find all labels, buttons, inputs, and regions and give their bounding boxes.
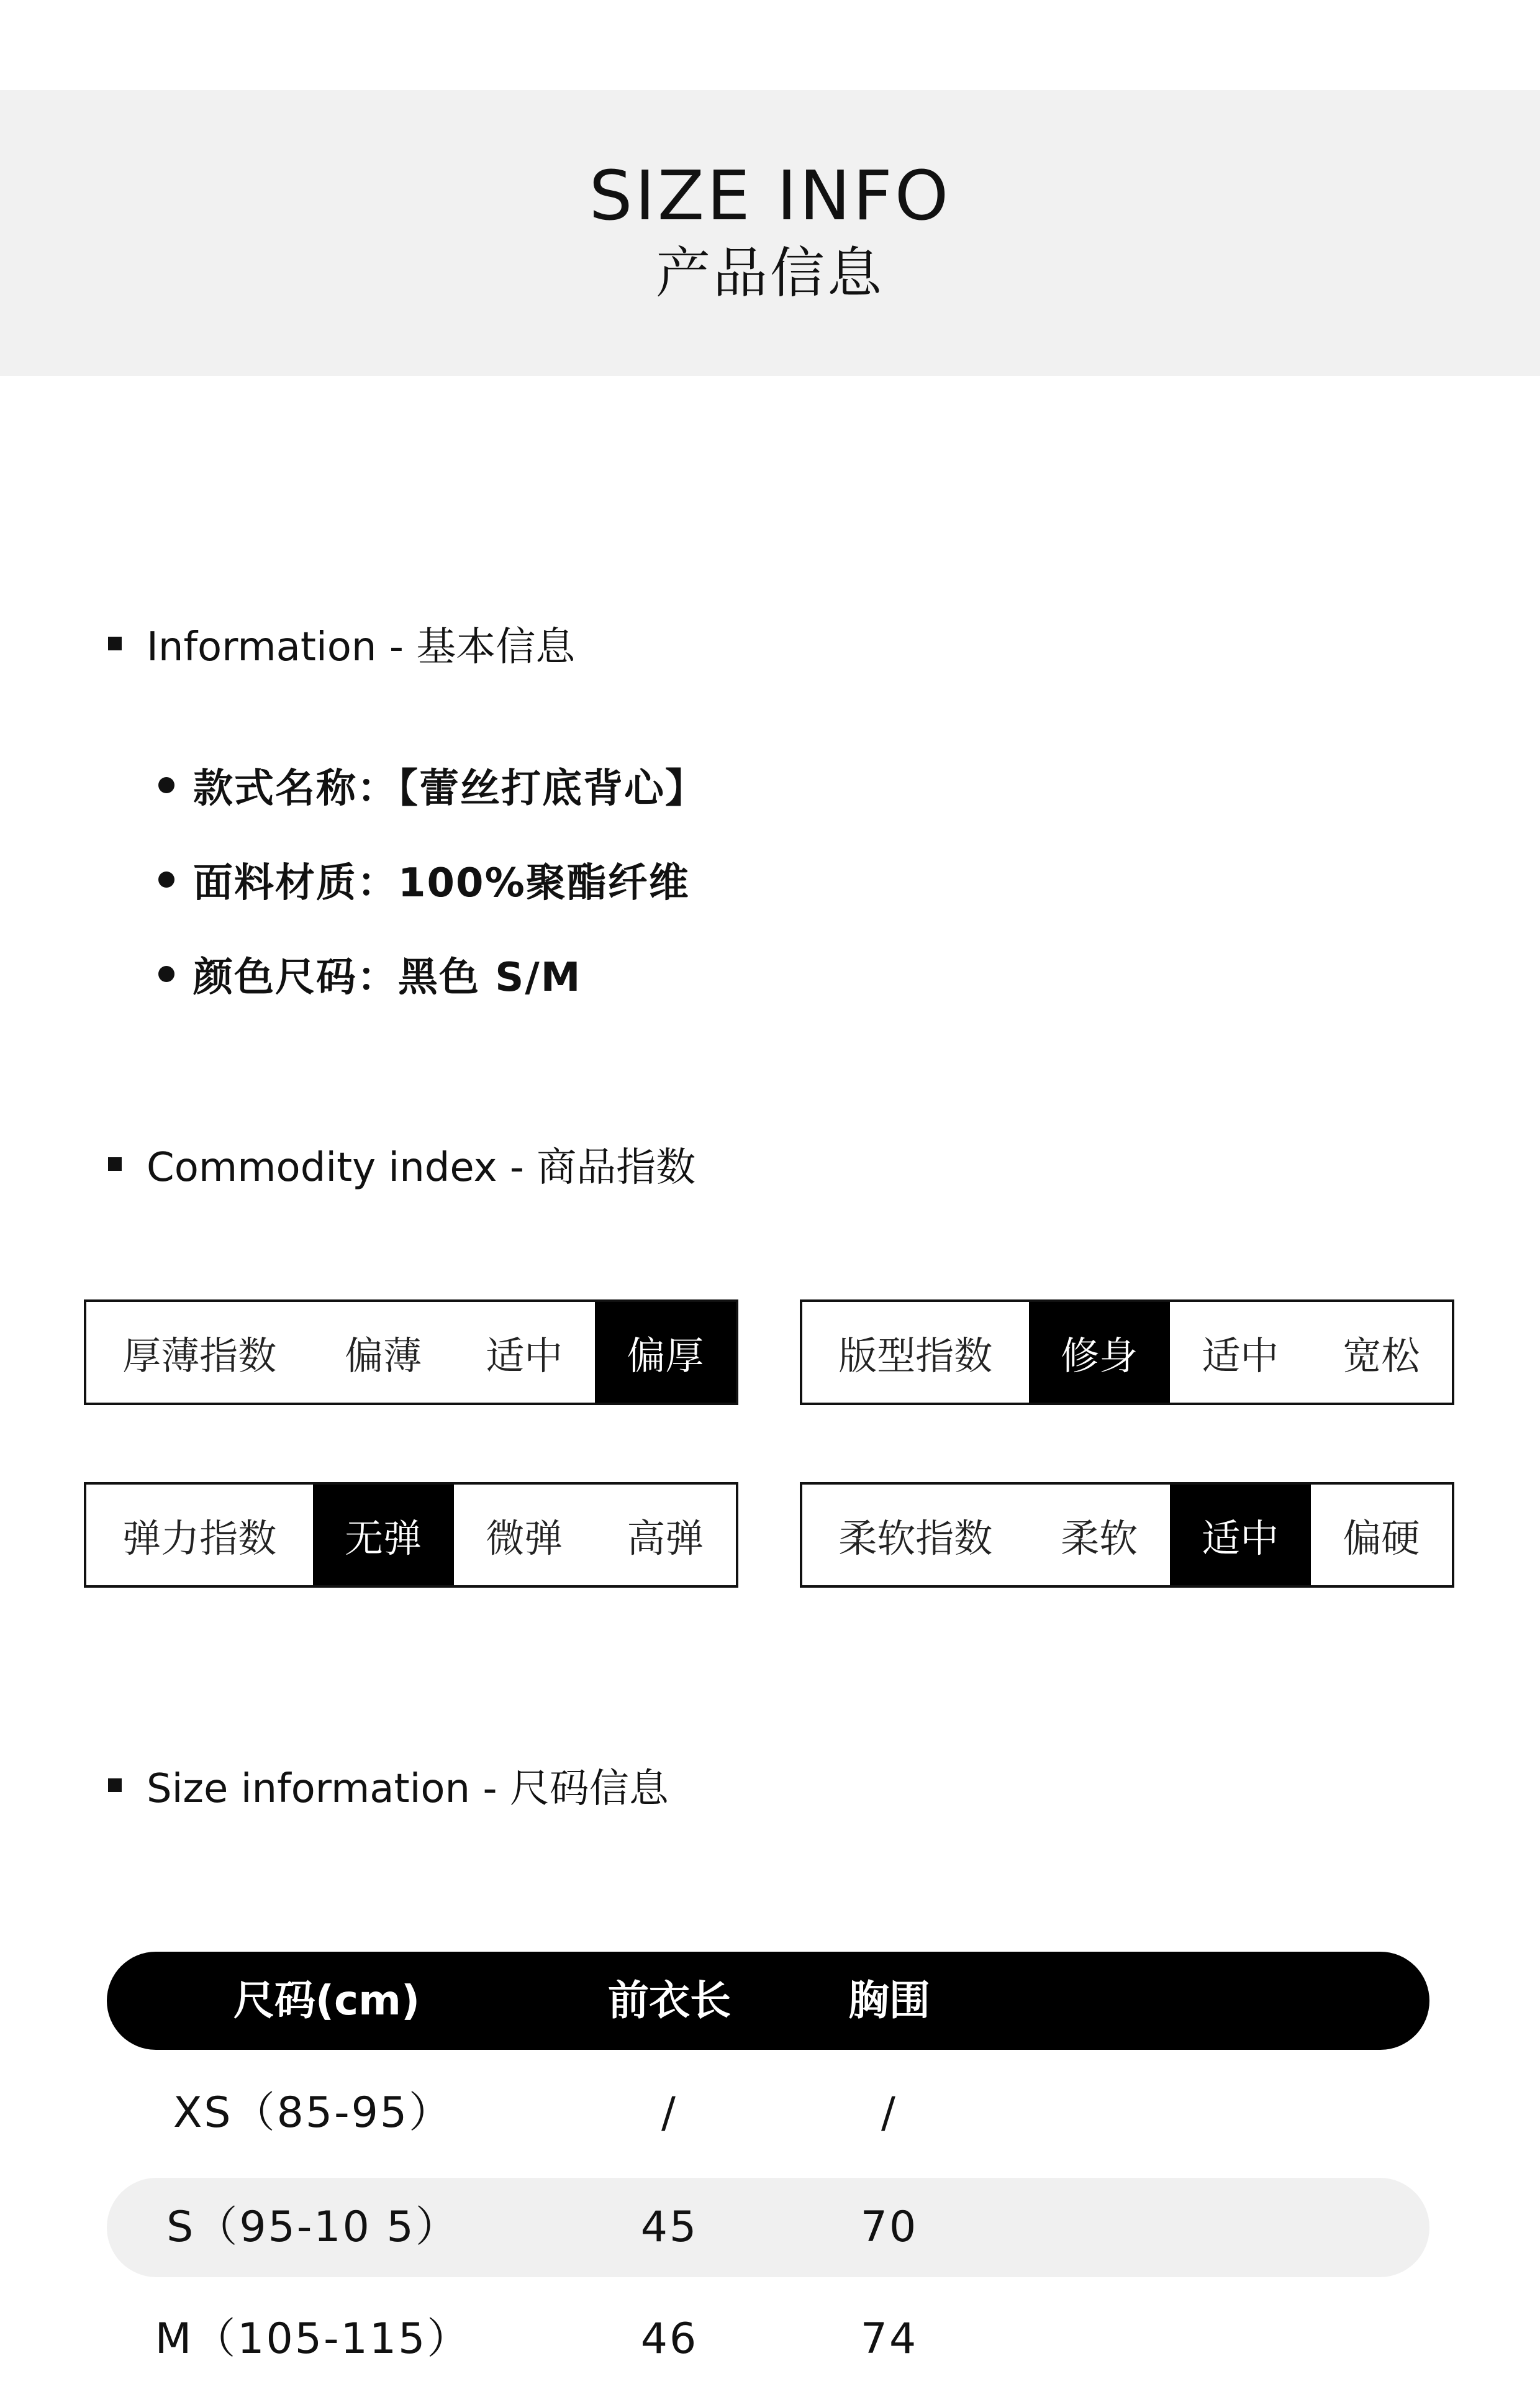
information-heading-text: Information - 基本信息 [147,624,576,670]
index-box-softness [800,1482,1454,1588]
column-header-size: 尺码(cm) [233,1977,420,2024]
index-label: 弹力指数 [122,1515,277,1561]
size-table-header [107,1952,1429,2050]
info-item-color-size [158,949,581,999]
table-cell-size: S（95-10 5） [166,2203,460,2252]
page-subtitle: 产品信息 [655,241,884,305]
info-item-text: 款式名称：【蕾丝打底背心】 [193,766,706,812]
dot-bullet-icon [158,871,174,888]
index-option-selected: 修身 [1029,1302,1170,1403]
index-label: 版型指数 [838,1332,993,1378]
square-bullet-icon [108,1157,122,1171]
index-option: 宽松 [1343,1332,1420,1378]
table-row [107,2178,1429,2277]
index-option: 适中 [486,1332,563,1378]
table-row [107,2290,1429,2389]
index-option-selected: 偏厚 [595,1302,736,1403]
table-cell-chest: 70 [860,2203,918,2252]
index-label: 柔软指数 [838,1515,993,1561]
column-header-chest: 胸围 [848,1977,930,2024]
index-option: 适中 [1202,1332,1279,1378]
size-information-heading [108,1760,669,1810]
information-heading [108,619,575,668]
index-option: 高弹 [627,1515,704,1561]
info-item-style-name [158,760,706,810]
index-option: 柔软 [1061,1515,1138,1561]
index-box-fit [800,1299,1454,1405]
info-item-text: 颜色尺码：黑色 S/M [193,955,582,1001]
table-cell-front-length: 46 [640,2314,699,2364]
table-cell-chest: 74 [860,2314,918,2364]
index-option: 偏薄 [345,1332,422,1378]
size-information-heading-text: Size information - 尺码信息 [147,1766,669,1812]
index-option: 微弹 [486,1515,563,1561]
table-cell-size: M（105-115） [155,2314,471,2364]
column-header-front-length: 前衣长 [608,1977,731,2024]
index-label: 厚薄指数 [122,1332,277,1378]
index-box-thickness [84,1299,738,1405]
index-option-selected: 适中 [1170,1485,1311,1585]
dot-bullet-icon [158,777,174,793]
table-cell-front-length: 45 [640,2203,699,2252]
index-box-elasticity [84,1482,738,1588]
info-item-fabric [158,855,690,904]
square-bullet-icon [108,637,122,650]
table-cell-front-length: / [661,2088,677,2137]
table-cell-chest: / [881,2088,897,2137]
page-title: SIZE INFO [589,156,951,235]
commodity-index-heading-text: Commodity index - 商品指数 [147,1145,696,1191]
index-option: 偏硬 [1343,1515,1420,1561]
index-option-selected: 无弹 [313,1485,454,1585]
info-item-text: 面料材质：100%聚酯纤维 [193,860,690,906]
dot-bullet-icon [158,966,174,982]
square-bullet-icon [108,1778,122,1792]
table-row [107,2064,1429,2163]
table-cell-size: XS（85-95） [173,2088,453,2137]
commodity-index-heading [108,1139,695,1189]
